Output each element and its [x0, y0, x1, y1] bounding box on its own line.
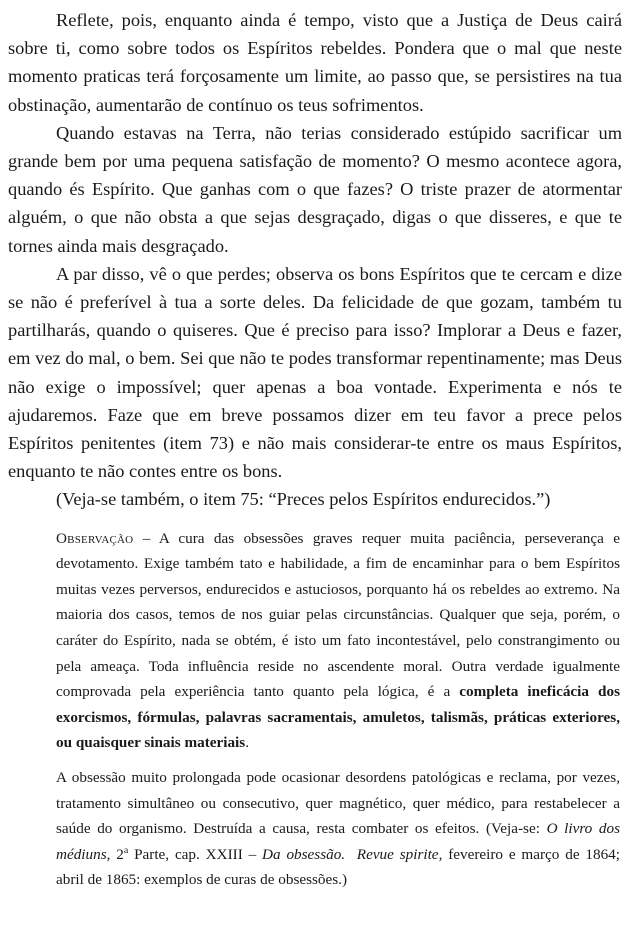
obsession-text: A obsessão muito prolongada pode ocasionar desordens patológicas e reclama, por vezes, tratamento simultâneo ou consecutivo, quer magnético, quer médico, para restabelecer a saúde do organismo. Destruída a causa, resta combater os efeitos. (Veja-se: [56, 769, 620, 838]
paragraph-1: Reflete, pois, enquanto ainda é tempo, visto que a Justiça de Deus cairá sobre ti, como sobre todos os Espíritos rebeldes. Pondera que o mal que neste momento praticas terá forçosamente um limite, ao passo que, se persistires na tua obstinação, aumentarão de contínuo os teus sofrimentos. [8, 10, 622, 115]
observation-bold: completa ineficácia dos exorcismos, fórmulas, palavras sacramentais, amuletos, talismãs, práticas exteriores, ou quaisquer sinais materiais [56, 683, 620, 752]
notes-block [8, 526, 622, 893]
paragraph-4: (Veja-se também, o item 75: “Preces pelos Espíritos endurecidos.”) [56, 489, 551, 510]
obsession-text-end: , fevereiro e março de 1864; abril de 1865: exemplos de curas de obsessões.) [56, 845, 620, 889]
main-text [8, 6, 622, 514]
observation-text: A cura das obsessões graves requer muita paciência, perseverança e devotamento. Exige também tato e habilidade, a fim de encaminhar para o bem Espíritos muitas vezes perversos, endurecidos e astuciosos, porquanto há os rebeldes ao extremo. Na maioria dos casos, temos de nos guiar pelas circunstâncias. Qualquer que seja, porém, o caráter do Espírito, nada se obtém, é isto um fato incontestável, pelo constrangimento ou pela ameaça. Toda influência reside no ascendente moral. Outra verdade igualmente comprovada pela experiência tanto quanto pela lógica, é a [56, 529, 620, 701]
book-title: O livro dos médiuns [56, 820, 621, 863]
journal-title: Revue spirite [356, 845, 439, 863]
paragraph-2: Quando estavas na Terra, não terias considerado estúpido sacrificar um grande bem por uma pequena satisfação de momento? O mesmo acontece agora, quando és Espírito. Que ganhas com o que fazes? O triste prazer de atormentar alguém, o que não obsta a que sejas desgraçado, digas o que disseres, e que te tornes ainda mais desgraçado. [8, 122, 622, 256]
paragraph-3: A par disso, vê o que perdes; observa os bons Espíritos que te cercam e dize se não é preferível à tua a sorte deles. Da felicidade de que gozam, também tu partilharás, quando o quiseres. Que é preciso para isso? Implorar a Deus e fazer, em vez do mal, o bem. Sei que não te podes transformar repentinamente; mas Deus não exige o impossível; quer apenas a boa vontade. Experimenta e nós te ajudaremos. Faze que em breve possamos dizer em teu favor a prece pelos Espíritos penitentes (item 73) e não mais considerar-te entre os maus Espíritos, enquanto te não contes entre os bons. [8, 263, 622, 482]
observation-label: Observação [56, 529, 134, 547]
obsession-note: A obsessão muito prolongada pode ocasionar desordens patológicas e reclama, por vezes, tratamento simultâneo ou consecutivo, quer magnético, quer médico, para restabelecer a saúde do organismo. Destruída a causa, resta combater os efeitos. (Veja-se: O livro dos médiuns, 2$^a$ Parte, cap. XXIII – Da obsessão. Revue spirite, fevereiro e março de 1864; abril de 1865: exemplos de curas de obsessões.) [56, 769, 621, 889]
page [8, 6, 622, 893]
observation-note: Observação – A cura das obsessões graves requer muita paciência, perseverança e devotamento. Exige também tato e habilidade, a fim de encaminhar para o bem Espíritos muitas vezes perversos, endurecidos e astuciosos, porquanto há os rebeldes ao extremo. Na maioria dos casos, temos de nos guiar pelas circunstâncias. Qualquer que seja, porém, o caráter do Espírito, nada se obtém, é isto um fato incontestável, pelo constrangimento ou pela ameaça. Toda influência reside no ascendente moral. Outra verdade igualmente comprovada pela experiência tanto quanto pela lógica, é a completa ineficácia dos exorcismos, fórmulas, palavras sacramentais, amuletos, talismãs, práticas exteriores, ou quaisquer sinais materiais. [56, 529, 620, 752]
chapter-title: Da obsessão. [262, 845, 346, 863]
